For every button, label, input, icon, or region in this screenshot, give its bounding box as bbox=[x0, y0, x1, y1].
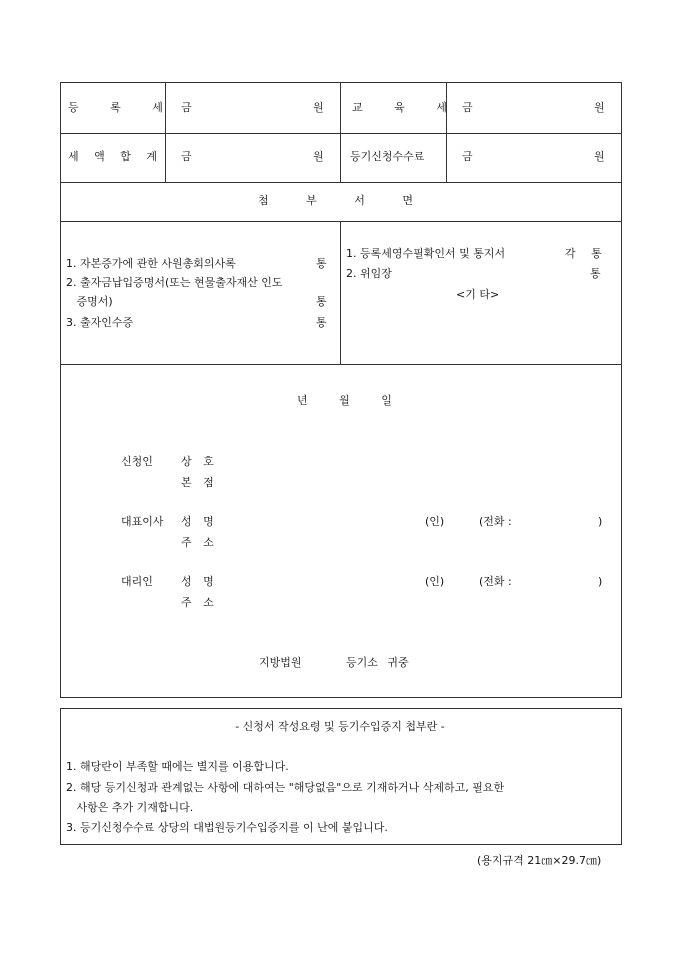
court-label: 지방법원 bbox=[259, 656, 302, 669]
attachment-unit: 각 통 bbox=[565, 247, 602, 260]
representative-label: 대표이사 bbox=[121, 515, 164, 528]
agent-seal: (인) bbox=[425, 575, 445, 588]
total-tax-amount-unit: 원 bbox=[313, 150, 324, 163]
row-divider bbox=[60, 133, 622, 134]
trade-name-label: 상 호 bbox=[181, 455, 214, 468]
reg-tax-amount-prefix: 금 bbox=[181, 101, 192, 114]
note-line: 사항은 추가 기재합니다. bbox=[66, 801, 194, 814]
note-line: 2. 해당 등기신청과 관계없는 사항에 대하여는 "해당없음"으로 기재하거나 삭제하고, 필요한 bbox=[66, 781, 505, 794]
col-divider bbox=[340, 82, 341, 182]
attachment-unit: 통 bbox=[316, 257, 327, 270]
fee-table bbox=[60, 82, 622, 698]
attachment-item: 1. 자본증가에 관한 사원총회의사록 bbox=[66, 257, 236, 270]
rep-phone-close: ) bbox=[598, 515, 603, 528]
agent-label: 대리인 bbox=[121, 575, 153, 588]
agent-phone-open: (전화 : bbox=[479, 575, 512, 588]
note-line: 1. 해당란이 부족할 때에는 별지를 이용합니다. bbox=[66, 760, 289, 773]
edu-tax-label: 교 육 세 bbox=[352, 101, 461, 114]
col-divider bbox=[165, 82, 166, 182]
attachment-item: 2. 위임장 bbox=[346, 267, 392, 280]
attachment-unit: 통 bbox=[590, 267, 601, 280]
attachments-header: 첨 부 서 면 bbox=[258, 194, 413, 207]
agent-name-label: 성 명 bbox=[181, 575, 214, 588]
attachment-item: 2. 출자금납입증명서(또는 현물출자재산 인도 bbox=[66, 276, 283, 289]
col-divider bbox=[340, 221, 341, 364]
row-divider bbox=[60, 364, 622, 365]
other-attachments-label: <기 타> bbox=[456, 288, 500, 301]
reg-fee-label: 등기신청수수료 bbox=[350, 150, 425, 163]
rep-address-label: 주 소 bbox=[181, 536, 214, 549]
head-office-label: 본 점 bbox=[181, 476, 214, 489]
row-divider bbox=[60, 221, 622, 222]
attachment-item: 1. 등록세영수필확인서 및 통지서 bbox=[346, 247, 506, 260]
paper-size-note: (용지규격 21㎝×29.7㎝) bbox=[477, 854, 602, 867]
note-line: 3. 등기신청수수료 상당의 대법원등기수입증지를 이 난에 붙입니다. bbox=[66, 821, 388, 834]
edu-tax-amount-prefix: 금 bbox=[462, 101, 473, 114]
attachment-item: 증명서) bbox=[66, 295, 113, 308]
registry-label: 등기소 귀중 bbox=[346, 656, 409, 669]
attachment-unit: 통 bbox=[316, 316, 327, 329]
reg-tax-amount-unit: 원 bbox=[313, 101, 324, 114]
agent-phone-close: ) bbox=[598, 575, 603, 588]
attachment-unit: 통 bbox=[316, 295, 327, 308]
reg-fee-amount-prefix: 금 bbox=[462, 150, 473, 163]
date-line: 년 월 일 bbox=[297, 394, 392, 407]
attachment-item: 3. 출자인수증 bbox=[66, 316, 134, 329]
rep-phone-open: (전화 : bbox=[479, 515, 512, 528]
edu-tax-amount-unit: 원 bbox=[594, 101, 605, 114]
reg-fee-amount-unit: 원 bbox=[594, 150, 605, 163]
total-tax-amount-prefix: 금 bbox=[181, 150, 192, 163]
applicant-label: 신청인 bbox=[121, 455, 153, 468]
notes-title: - 신청서 작성요령 및 등기수입증지 첩부란 - bbox=[235, 720, 445, 733]
col-divider bbox=[446, 82, 447, 182]
total-tax-label: 세 액 합 계 bbox=[68, 150, 163, 163]
reg-tax-label: 등 록 세 bbox=[68, 101, 177, 114]
rep-seal: (인) bbox=[425, 515, 445, 528]
row-divider bbox=[60, 182, 622, 183]
rep-name-label: 성 명 bbox=[181, 515, 214, 528]
agent-address-label: 주 소 bbox=[181, 596, 214, 609]
